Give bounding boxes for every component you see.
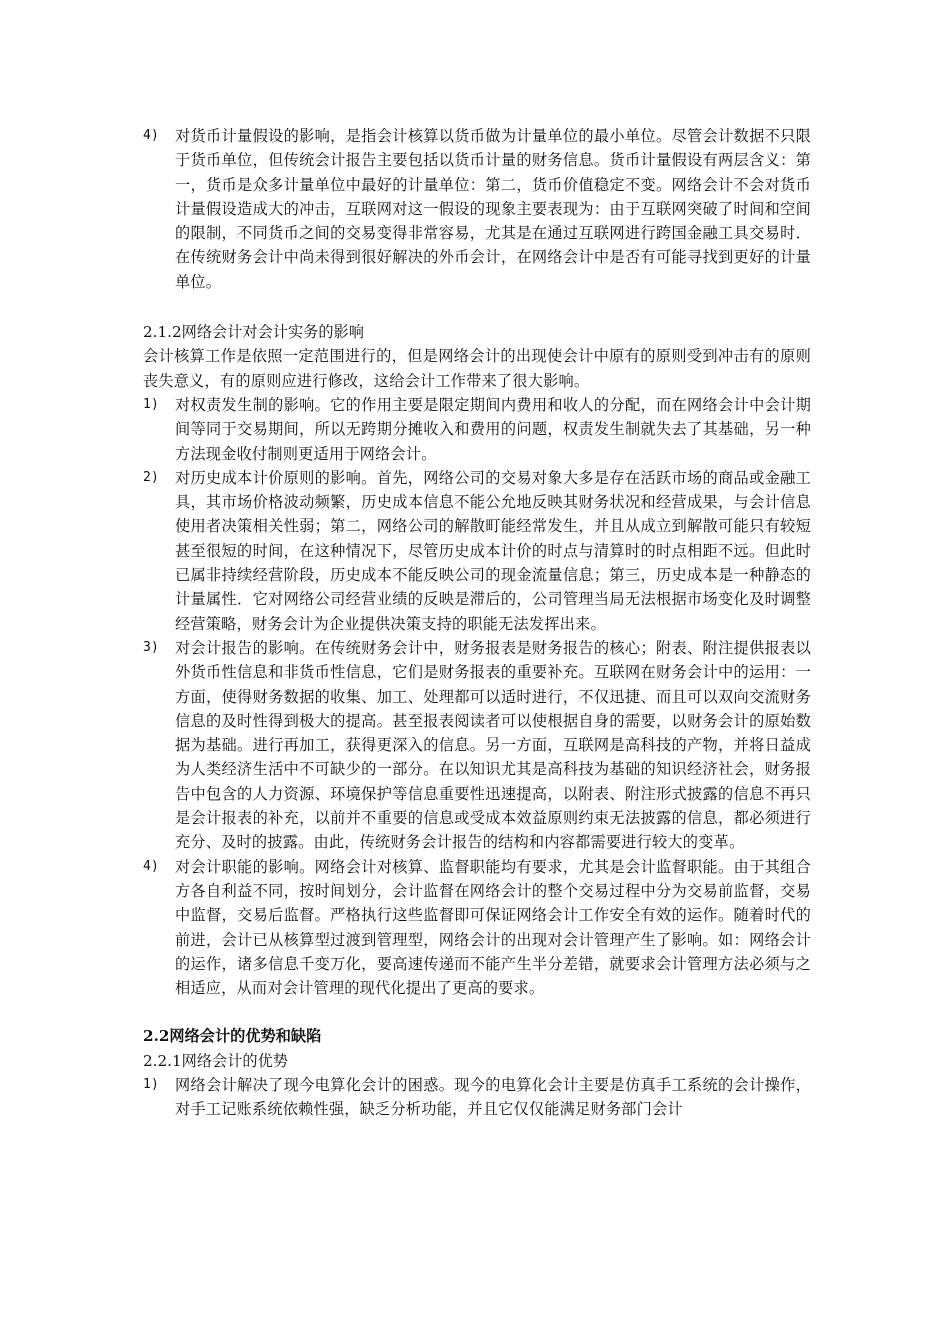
list-item-text: 网络会计解决了现今电算化会计的困惑。现今的电算化会计主要是仿真手工系统的会计操作，对手工记账系统依赖性强，缺乏分析功能，并且它仅仅能满足财务部门会计: [175, 1075, 811, 1119]
list-item-number: 3): [143, 639, 160, 655]
subsection-heading: 2.2.1网络会计的优势: [143, 1051, 288, 1070]
list-item-number: 1): [143, 396, 160, 412]
list-item: [143, 393, 811, 466]
list-item: [143, 636, 811, 855]
list-item: [143, 466, 811, 636]
list-item: [143, 1073, 811, 1122]
list-item-number: 1): [143, 1076, 160, 1092]
list-item-number: 2): [143, 469, 160, 485]
list-item-text: 对权责发生制的影响。它的作用主要是限定期间内费用和收人的分配，而在网络会计中会计期间等同于交易期间，所以无跨期分摊收入和费用的问题，权责发生制就失去了其基础，另一种方法现金收付制则更适用于网络会计。: [175, 395, 811, 463]
section-2-list: [143, 393, 811, 1000]
section-1-list: [143, 124, 811, 294]
section-3-list: [143, 1073, 811, 1122]
list-item-text: 对会计报告的影响。在传统财务会计中，财务报表是财务报告的核心；附表、附注提供报表以外货币性信息和非货币性信息，它们是财务报表的重要补充。互联网在财务会计中的运用：一方面，使得财务数据的收集、加工、处理都可以适时进行，不仅迅捷、而且可以双向交流财务信息的及时性得到极大的提高。甚至报表阅读者可以使根据自身的需要，以财务会计的原始数据为基础。进行再加工，获得更深入的信息。另一方面，互联网是高科技的产物，并将日益成为人类经济生活中不可缺少的一部分。在以知识尤其是高科技为基础的知识经济社会，财务报告中包含的人力资源、环境保护等信息重要性迅速提高，以附表、附注形式披露的信息不再只是会计报表的补充，以前并不重要的信息或受成本效益原则约束无法披露的信息，都必须进行充分、及时的披露。由此，传统财务会计报告的结构和内容都需要进行较大的变革。: [175, 638, 811, 852]
section-heading: 2.2网络会计的优势和缺陷: [143, 1027, 322, 1046]
list-item-text: 对货币计量假设的影响，是指会计核算以货币做为计量单位的最小单位。尽管会计数据不只限于货币单位，但传统会计报告主要包括以货币计量的财务信息。货币计量假设有两层含义：第一，货币是众多计量单位中最好的计量单位：第二，货币价值稳定不变。网络会计不会对货币计量假设造成大的冲击，互联网对这一假设的现象主要表现为：由于互联网突破了时间和空间的限制，不同货币之间的交易变得非常容易，尤其是在通过互联网进行跨国金融工具交易时．在传统财务会计中尚未得到很好解决的外币会计，在网络会计中是否有可能寻找到更好的计量单位。: [175, 127, 811, 291]
list-item-text: 对历史成本计价原则的影响。首先，网络公司的交易对象大多是存在活跃市场的商品或金融工具，其市场价格波动频繁，历史成本信息不能公允地反映其财务状况和经营成果，与会计信息使用者决策相关性弱；第二，网络公司的解散町能经常发生，并且从成立到解散可能只有较短甚至很短的时间，在这种情况下，尽管历史成本计价的时点与清算时的时点相距不远。但此时已属非持续经营阶段，历史成本不能反映公司的现金流量信息；第三，历史成本是一种静态的计量属性．它对网络公司经营业绩的反映是滞后的，公司管理当局无法根据市场变化及时调整经营策略，财务会计为企业提供决策支持的职能无法发挥出来。: [175, 468, 811, 633]
list-item-number: 4): [143, 858, 160, 874]
subsection-heading: 2.1.2网络会计对会计实务的影响: [143, 323, 364, 342]
list-item: [143, 124, 811, 294]
list-item-text: 对会计职能的影响。网络会计对核算、监督职能均有要求，尤其是会计监督职能。由于其组合方各自利益不同，按时间划分，会计监督在网络会计的整个交易过程中分为交易前监督，交易中监督，交易后监督。严格执行这些监督即可保证网络会计工作安全有效的运作。随着时代的前进，会计已从核算型过渡到管理型，网络会计的出现对会计管理产生了影响。如：网络会计的运作，诸多信息千变万化，要高速传递而不能产生半分差错，就要求会计管理方法必须与之相适应，从而对会计管理的现代化提出了更高的要求。: [175, 857, 811, 998]
list-item-number: 4): [143, 128, 160, 143]
intro-paragraph: 会计核算工作是依照一定范围进行的，但是网络会计的出现使会计中原有的原则受到冲击有的原则丧失意义，有的原则应进行修改，这给会计工作带来了很大影响。: [143, 347, 811, 390]
list-item: [143, 855, 811, 1001]
document-page: [143, 124, 811, 1122]
